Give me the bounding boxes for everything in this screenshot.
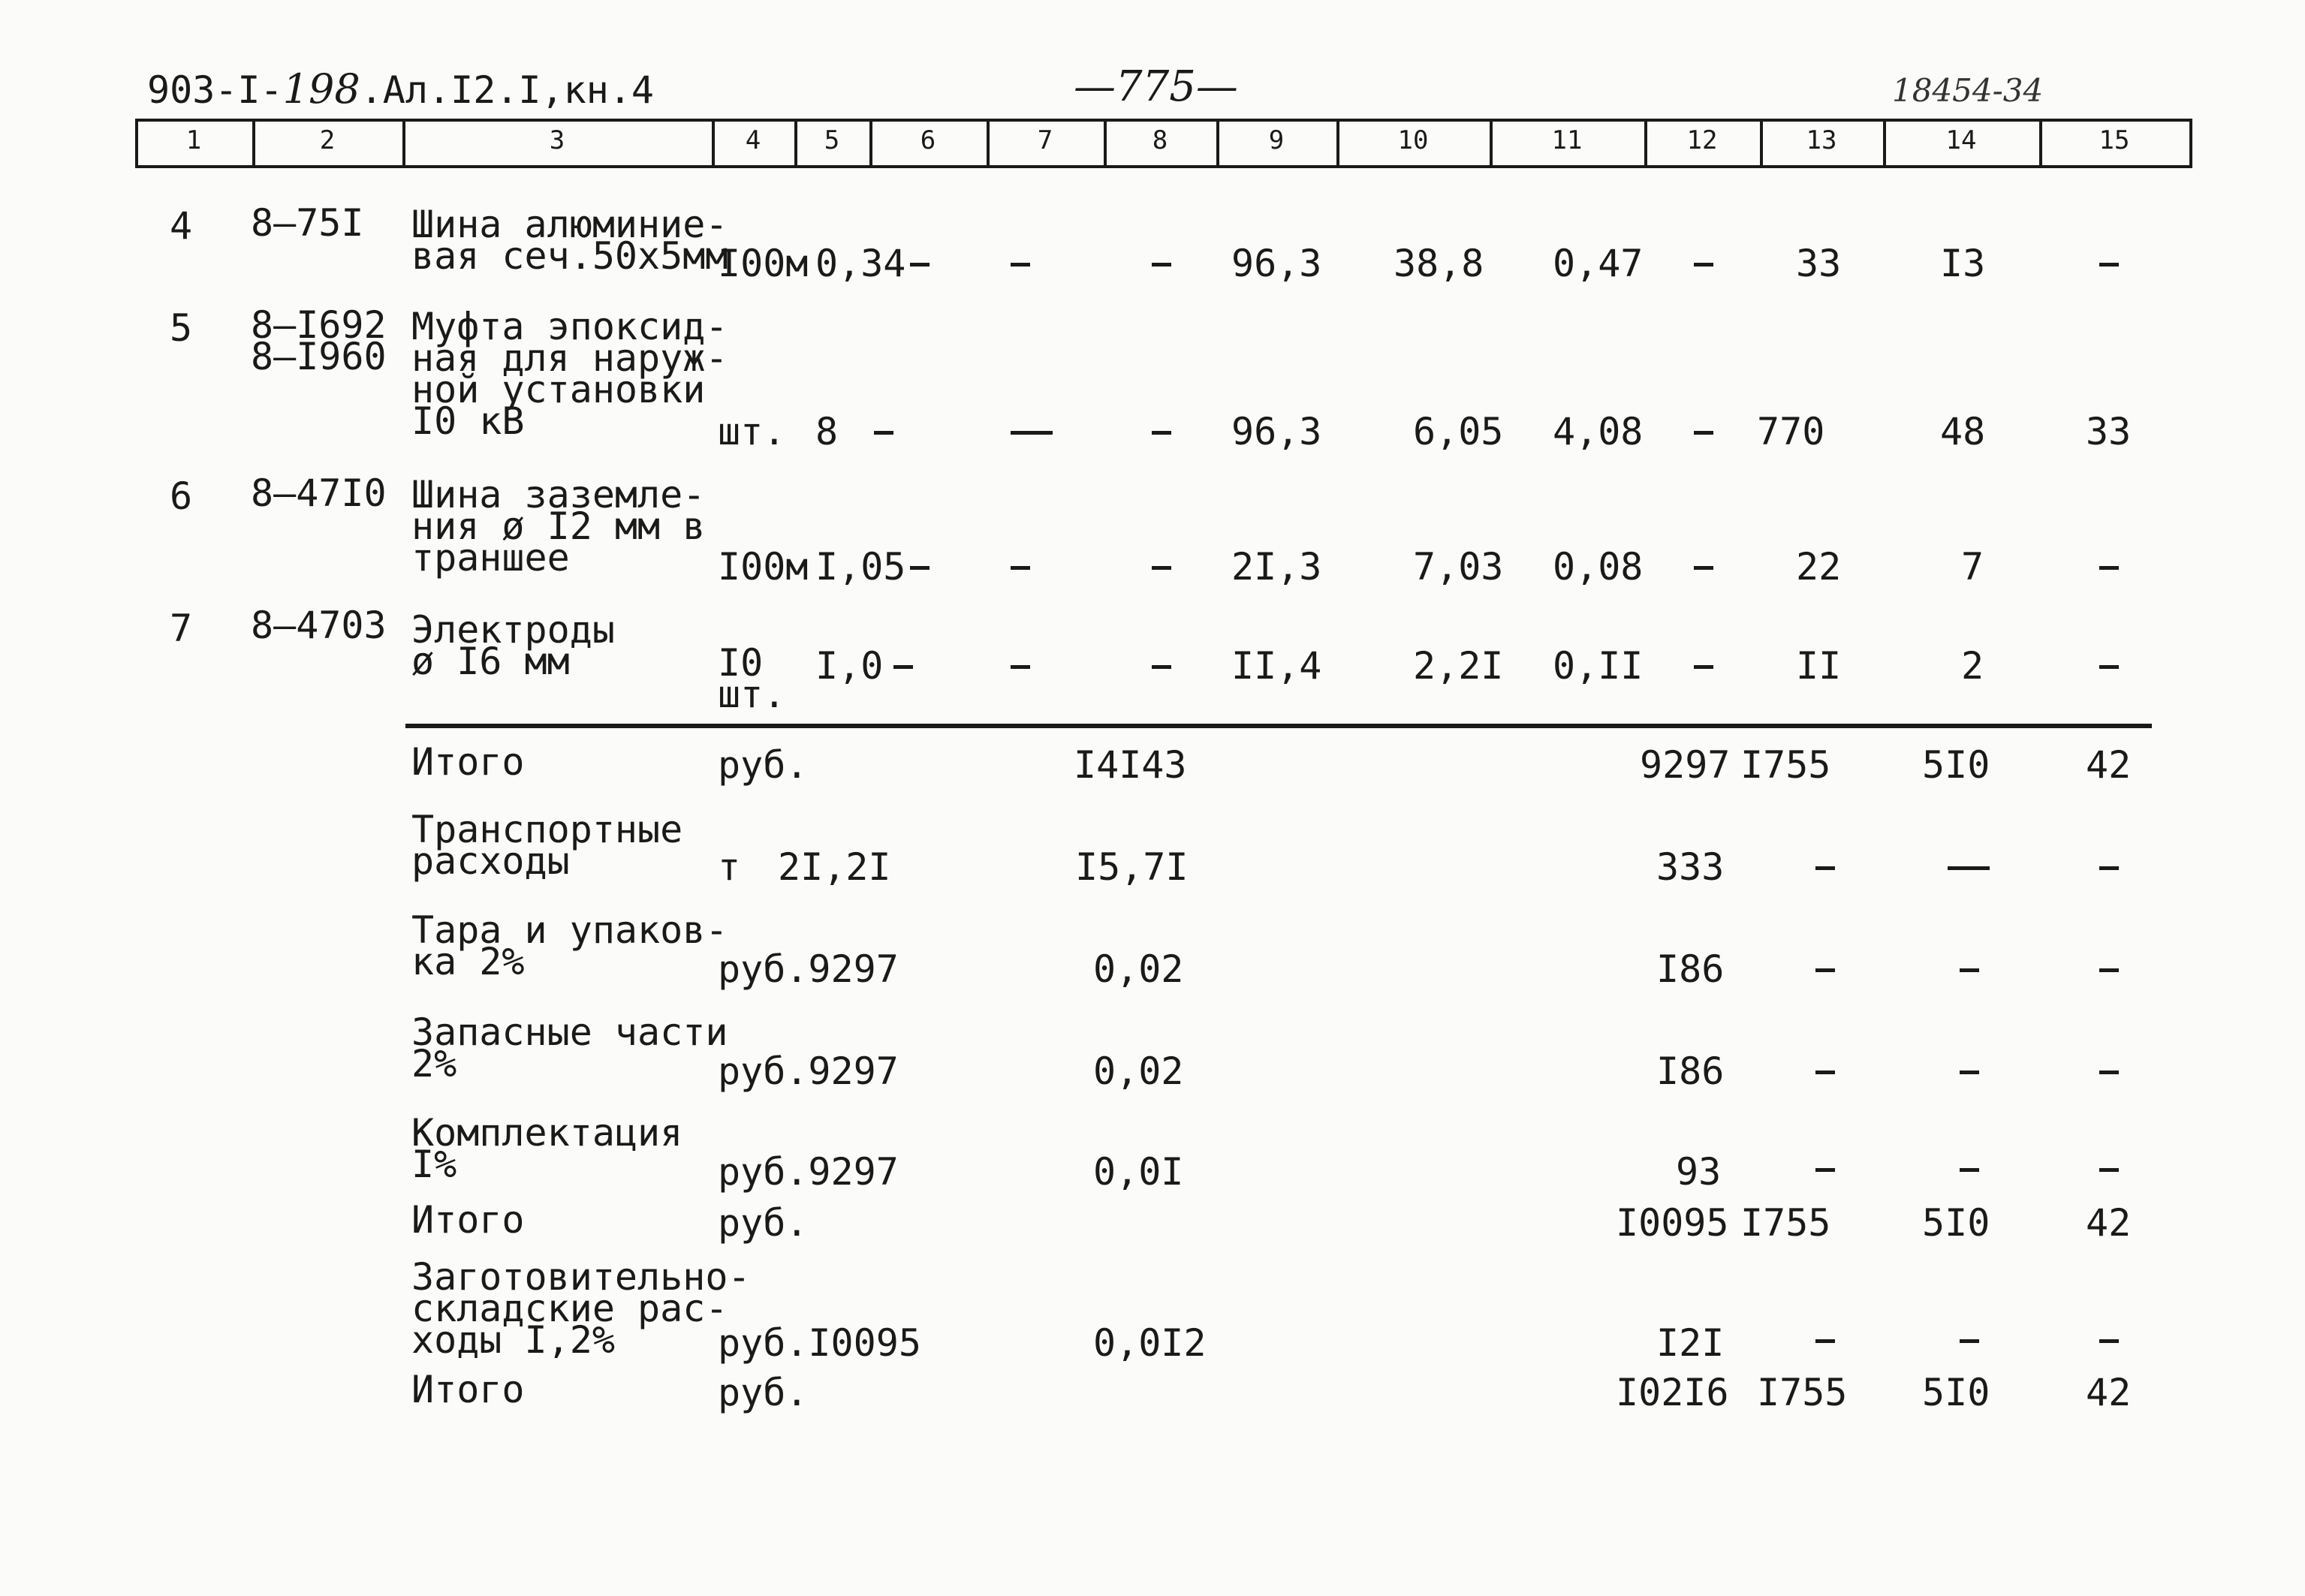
row-name: Шина заземле- ния ø I2 мм в траншее (411, 473, 706, 580)
column-number: 6 (920, 125, 936, 155)
summary-label: Итого (411, 1198, 525, 1242)
empty-cell-dash (1694, 665, 1713, 669)
empty-cell-dash (2099, 968, 2119, 972)
empty-cell-dash (1815, 1339, 1835, 1343)
empty-cell-dash (1011, 263, 1030, 267)
row-unit: шт. (718, 410, 786, 453)
header-divider (1644, 119, 1647, 168)
row-col11: 0,47 (1553, 242, 1644, 285)
empty-cell-dash (1960, 1168, 1979, 1172)
header-divider (1490, 119, 1493, 168)
row-name: Шина алюминие- вая сеч.50х5мм (411, 203, 728, 278)
row-name: Муфта эпоксид- ная для наруж- ной установки I0 кВ (411, 305, 728, 443)
column-number: 3 (549, 125, 565, 155)
summary-col12: 9297 (1640, 743, 1731, 787)
row-col13: 33 (1796, 242, 1842, 285)
summary-col13: I755 (1740, 743, 1831, 787)
summary-col13: I755 (1740, 1201, 1831, 1245)
summary-unit: руб. (718, 743, 809, 787)
summary-col7: I4I43 (1074, 743, 1187, 787)
empty-cell-dash (2099, 866, 2119, 870)
empty-cell-dash (2099, 665, 2119, 669)
summary-label: Транспортные расходы (411, 808, 683, 883)
empty-cell-dash (1152, 431, 1171, 435)
summary-col7: I5,7I (1075, 845, 1189, 889)
document-code (147, 65, 655, 113)
row-qty: I,05 (815, 545, 906, 589)
row-name: Электроды ø I6 мм (411, 608, 615, 683)
summary-unit: руб. (718, 1201, 809, 1245)
header-divider (135, 119, 138, 168)
summary-unit: руб.9297 (718, 1049, 899, 1093)
row-number: 7 (170, 607, 193, 650)
summary-col12: I2I (1656, 1321, 1725, 1365)
summary-label: Итого (411, 740, 525, 784)
document-code-prefix: 903-I- (147, 68, 283, 112)
column-number: 4 (745, 125, 761, 155)
empty-cell-dash (2099, 1071, 2119, 1074)
column-number: 11 (1551, 125, 1583, 155)
row-col14: 48 (1940, 410, 1986, 453)
row-col10: 7,03 (1413, 545, 1504, 589)
summary-col7: 0,0I2 (1093, 1321, 1207, 1365)
summary-col7: 0,0I (1093, 1150, 1184, 1194)
empty-cell-dash (1960, 1071, 1979, 1074)
column-number: 1 (185, 125, 202, 155)
summary-col12: 333 (1656, 845, 1725, 889)
row-col10: 2,2I (1413, 644, 1504, 688)
row-code: 8–47I0 (251, 471, 387, 515)
empty-cell-dash (2099, 1339, 2119, 1343)
row-col13: 22 (1796, 545, 1842, 589)
page-number: —775— (1074, 62, 1238, 111)
column-number: 5 (824, 125, 840, 155)
empty-cell-dash (893, 665, 913, 669)
empty-cell-dash (1152, 566, 1171, 570)
row-col14: 7 (1961, 545, 1984, 589)
row-qty: 0,34 (815, 242, 906, 285)
row-unit: I00м (718, 545, 809, 589)
header-divider (402, 119, 405, 168)
header-divider (869, 119, 872, 168)
summary-col15: 42 (2086, 1371, 2132, 1414)
summary-col14: 5I0 (1922, 1371, 1990, 1414)
summary-unit: руб.9297 (718, 947, 899, 991)
summary-col12: I86 (1656, 1049, 1725, 1093)
row-col14: 2 (1961, 644, 1984, 688)
column-number: 7 (1037, 125, 1053, 155)
row-col9: 96,3 (1231, 410, 1322, 453)
empty-cell-dash (1960, 968, 1979, 972)
summary-col12: I0095 (1616, 1201, 1729, 1245)
row-col15: 33 (2086, 410, 2132, 453)
header-divider (252, 119, 255, 168)
summary-unit: руб. (718, 1371, 809, 1414)
empty-cell-dash (1694, 263, 1713, 267)
empty-cell-dash (1815, 866, 1835, 870)
row-unit: I0 шт. (718, 641, 786, 716)
summary-col13: I755 (1757, 1371, 1848, 1414)
empty-cell-dash (1960, 1339, 1979, 1343)
row-col14: I3 (1940, 242, 1986, 285)
summary-label: Заготовительно- складские рас- ходы I,2% (411, 1255, 751, 1362)
summary-unit: т (718, 845, 741, 889)
summary-col7: 0,02 (1093, 947, 1184, 991)
header-divider (987, 119, 990, 168)
column-number: 2 (319, 125, 336, 155)
row-col9: 96,3 (1231, 242, 1322, 285)
summary-label: Запасные части 2% (411, 1010, 728, 1086)
empty-cell-dash (1815, 1071, 1835, 1074)
empty-cell-dash (1152, 665, 1171, 669)
column-number: 9 (1268, 125, 1285, 155)
empty-cell-dash (1815, 968, 1835, 972)
empty-cell-dash (2099, 566, 2119, 570)
row-number: 5 (170, 306, 193, 350)
row-code: 8–4703 (251, 604, 387, 647)
row-col11: 0,08 (1553, 545, 1644, 589)
row-qty: 8 (815, 410, 839, 453)
totals-separator (405, 724, 2152, 728)
row-number: 4 (170, 204, 193, 248)
summary-label: Итого (411, 1368, 525, 1411)
summary-col12: I86 (1656, 947, 1725, 991)
empty-cell-dash (1011, 431, 1053, 435)
empty-cell-dash (910, 263, 930, 267)
summary-col15: 42 (2086, 1201, 2132, 1245)
row-col11: 0,II (1553, 644, 1644, 688)
column-number: 12 (1686, 125, 1718, 155)
header-divider (794, 119, 797, 168)
column-number: 14 (1945, 125, 1977, 155)
empty-cell-dash (1948, 866, 1990, 870)
summary-col14: 5I0 (1922, 1201, 1990, 1245)
row-col13: 770 (1757, 410, 1825, 453)
row-code: 8–I692 8–I960 (251, 303, 387, 378)
summary-label: Тара и упаков- ка 2% (411, 908, 728, 983)
document-code-suffix: .Ал.I2.I,кн.4 (360, 68, 655, 112)
row-qty: I,0 (815, 644, 884, 688)
summary-col14: 5I0 (1922, 743, 1990, 787)
header-divider (712, 119, 715, 168)
row-col10: 6,05 (1413, 410, 1504, 453)
header-divider (2039, 119, 2042, 168)
column-number: 8 (1152, 125, 1168, 155)
header-divider (1760, 119, 1763, 168)
row-col11: 4,08 (1553, 410, 1644, 453)
header-divider (1336, 119, 1339, 168)
column-number: 13 (1806, 125, 1837, 155)
empty-cell-dash (1011, 566, 1030, 570)
empty-cell-dash (874, 431, 893, 435)
empty-cell-dash (2099, 1168, 2119, 1172)
summary-label: Комплектация I% (411, 1111, 683, 1186)
summary-col12: 93 (1676, 1150, 1722, 1194)
empty-cell-dash (1011, 665, 1030, 669)
empty-cell-dash (910, 566, 930, 570)
header-divider (1883, 119, 1886, 168)
archive-number: 18454-34 (1892, 72, 2044, 109)
empty-cell-dash (1815, 1168, 1835, 1172)
summary-col7: 0,02 (1093, 1049, 1184, 1093)
empty-cell-dash (1152, 263, 1171, 267)
empty-cell-dash (2099, 263, 2119, 267)
summary-qty: 2I,2I (778, 845, 891, 889)
summary-unit: руб.I0095 (718, 1321, 921, 1365)
empty-cell-dash (1694, 566, 1713, 570)
row-number: 6 (170, 474, 193, 518)
summary-col15: 42 (2086, 743, 2132, 787)
column-number: 15 (2099, 125, 2130, 155)
row-col9: 2I,3 (1231, 545, 1322, 589)
header-divider (1216, 119, 1219, 168)
row-code: 8–75I (251, 201, 364, 245)
header-divider (2189, 119, 2192, 168)
row-unit: I00м (718, 242, 809, 285)
header-divider (1104, 119, 1107, 168)
empty-cell-dash (1694, 431, 1713, 435)
row-col13: II (1796, 644, 1842, 688)
document-code-handwritten: 198 (282, 65, 360, 113)
summary-unit: руб.9297 (718, 1150, 899, 1194)
row-col9: II,4 (1231, 644, 1322, 688)
summary-col12: I02I6 (1616, 1371, 1729, 1414)
column-number: 10 (1397, 125, 1429, 155)
row-col10: 38,8 (1394, 242, 1484, 285)
